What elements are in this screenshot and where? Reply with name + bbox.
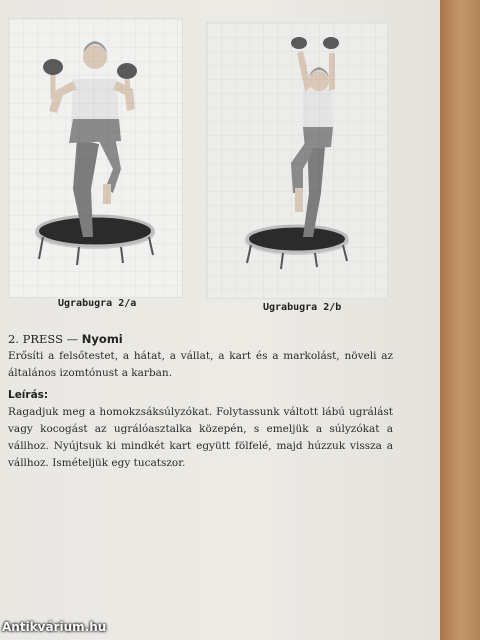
table-background bbox=[440, 0, 480, 640]
figure-caption-b: Ugrabugra 2/b bbox=[263, 302, 342, 313]
description-label: Leírás: bbox=[8, 389, 49, 401]
watermark: Antikvárium.hu bbox=[2, 620, 107, 634]
exercise-photo-a bbox=[8, 18, 183, 298]
exercise-title: Nyomi bbox=[81, 332, 123, 346]
exercise-number: 2. PRESS — bbox=[8, 332, 79, 346]
exercise-intro: Erősíti a felsőtestet, a hátat, a vállat, a kart és a markolást, növeli az általános izomtónust a karban. bbox=[8, 350, 393, 379]
figure-caption-a: Ugrabugra 2/a bbox=[58, 298, 137, 309]
exercise-photo-b bbox=[206, 22, 388, 299]
exercise-description: Ragadjuk meg a homokzsáksúlyzókat. Folytassunk váltott lábú ugrálást vagy kocogást az ugrálóasztalka közepén, s emeljük a súlyzókat a vállhoz. Nyújtsuk ki mindkét kart együtt fölfelé, majd húzzuk vissza a vállhoz. Ismételjük egy tucatszor. bbox=[8, 406, 393, 469]
exercise-heading bbox=[8, 332, 123, 346]
